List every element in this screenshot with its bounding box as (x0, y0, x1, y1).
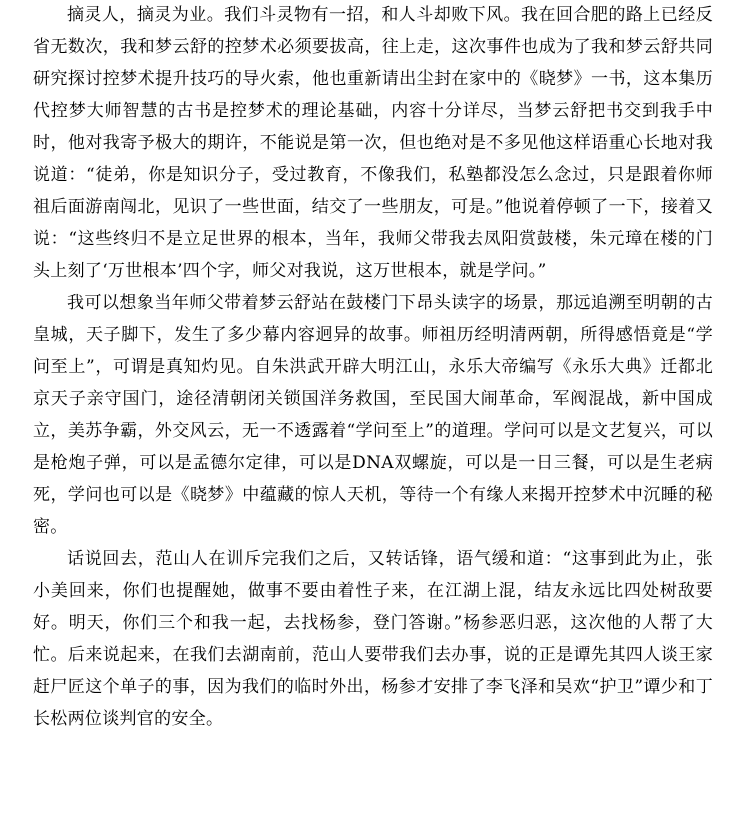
paragraph-1: 摘灵人，摘灵为业。我们斗灵物有一招，和人斗却败下风。我在回合肥的路上已经反省无数次，我和梦云舒的控梦术必须要拔高，往上走，这次事件也成为了我和梦云舒共同研究探讨控梦术提升技巧的导火索，他也重新请出尘封在家中的《晓梦》一书，这本集历代控梦大师智慧的古书是控梦术的理论基础，内容十分详尽，当梦云舒把书交到我手中时，他对我寄予极大的期许，不能说是第一次，但也绝对是不多见他这样语重心长地对我说道：“徒弟，你是知识分子，受过教育，不像我们，私塾都没怎么念过，只是跟着你师祖后面游南闯北，见识了一些世面，结交了一些朋友，可是。”他说着停顿了一下，接着又说：“这些终归不是立足世界的根本，当年，我师父带我去凤阳赏鼓楼，朱元璋在楼的门头上刻了‘万世根本’四个字，师父对我说，这万世根本，就是学问。” (33, 5, 713, 281)
paragraph-2: 我可以想象当年师父带着梦云舒站在鼓楼门下昂头读字的场景，那远追溯至明朝的古皇城，天子脚下，发生了多少幕内容迥异的故事。师祖历经明清两朝，所得感悟竟是“学问至上”，可谓是真知灼见。自朱洪武开辟大明江山，永乐大帝编写《永乐大典》迁都北京天子亲守国门，途径清朝闭关锁国洋务救国，至民国大闹革命，军阀混战，新中国成立，美苏争霸，外交风云，无一不透露着“学问至上”的道理。学问可以是文艺复兴，可以是枪炮子弹，可以是孟德尔定律，可以是DNA双螺旋，可以是一日三餐，可以是生老病死，学问也可以是《晓梦》中蕴藏的惊人天机，等待一个有缘人来揭开控梦术中沉睡的秘密。 (33, 293, 713, 537)
paragraph-3: 话说回去，范山人在训斥完我们之后，又转话锋，语气缓和道：“这事到此为止，张小美回来，你们也提醒她，做事不要由着性子来，在江湖上混，结友永远比四处树敌要好。明天，你们三个和我一起，去找杨参，登门答谢。”杨参恶归恶，这次他的人帮了大忙。后来说起来，在我们去湖南前，范山人要带我们去办事，说的正是谭先其四人谈王家赶尸匠这个单子的事，因为我们的临时外出，杨参才安排了李飞泽和吴欢“护卫”谭少和丁长松两位谈判官的安全。 (33, 549, 713, 729)
document-body (33, 0, 713, 735)
